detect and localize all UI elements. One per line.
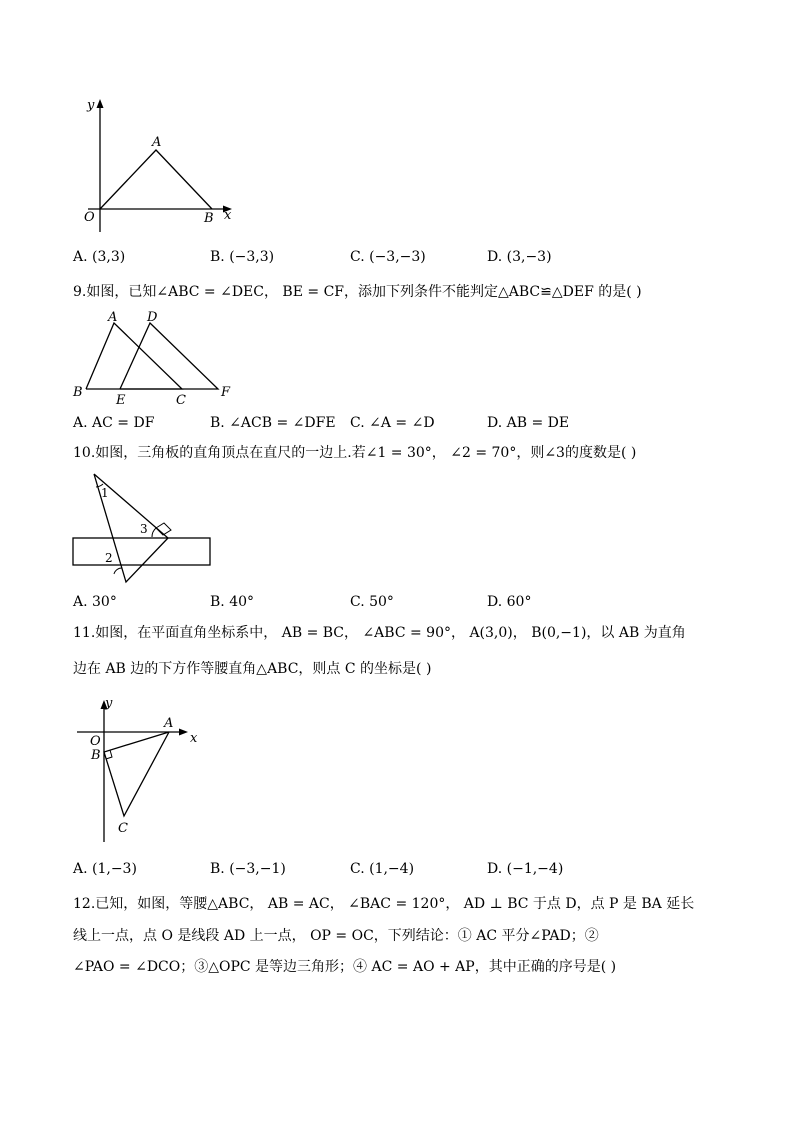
q10-question-text: 10.如图，三角板的直角顶点在直尺的一边上.若∠1 = 30°， ∠2 = 70°，则∠3的度数是( )	[73, 445, 637, 461]
q9-fig-e-label: E	[116, 393, 126, 408]
q8-coordinate-figure	[78, 95, 248, 235]
q10-angle-3-label: 3	[140, 522, 148, 536]
q9-option-c[interactable]: C. ∠A = ∠D	[350, 415, 435, 431]
q10-option-a[interactable]: A. 30°	[73, 594, 117, 610]
q11-fig-b-label: B	[91, 748, 101, 763]
q11-option-d[interactable]: D. (−1,−4)	[487, 861, 564, 877]
fig8-x-label: x	[224, 208, 232, 223]
q9-fig-f-label: F	[221, 385, 231, 400]
q11-coordinate-figure	[72, 694, 212, 844]
q11-fig-y-label: y	[105, 696, 113, 711]
q11-fig-c-label: C	[118, 821, 128, 836]
q9-option-a[interactable]: A. AC = DF	[73, 415, 155, 431]
q12-question-line-1: 12.已知，如图，等腰△ABC， AB = AC， ∠BAC = 120°， AD ⊥ BC 于点 D，点 P 是 BA 延长	[73, 896, 695, 912]
q12-question-line-2: 线上一点，点 O 是线段 AD 上一点， OP = OC，下列结论：① AC 平分∠PAD；②	[73, 928, 599, 944]
q10-angle-1-label: 1	[101, 486, 109, 500]
q9-fig-a-label: A	[108, 310, 118, 325]
q9-fig-d-label: D	[147, 310, 158, 325]
q10-option-c[interactable]: C. 50°	[350, 594, 394, 610]
fig8-a-label: A	[152, 135, 162, 150]
q12-question-line-3: ∠PAO = ∠DCO；③△OPC 是等边三角形；④ AC = AO + AP，其中正确的序号是( )	[73, 959, 617, 975]
q8-option-a[interactable]: A. (3,3)	[73, 249, 126, 265]
q8-option-d[interactable]: D. (3,−3)	[487, 249, 552, 265]
q11-question-line-2: 边在 AB 边的下方作等腰直角△ABC，则点 C 的坐标是( )	[73, 661, 432, 677]
q9-triangles-figure	[70, 308, 240, 408]
q10-ruler-triangle-figure	[70, 470, 220, 585]
q11-question-line-1: 11.如图，在平面直角坐标系中， AB = BC， ∠ABC = 90°， A(3,0)， B(0,−1)，以 AB 为直角	[73, 625, 686, 641]
q11-fig-o-label: O	[90, 734, 101, 749]
q9-fig-c-label: C	[176, 393, 186, 408]
q9-option-d[interactable]: D. AB = DE	[487, 415, 570, 431]
q11-option-a[interactable]: A. (1,−3)	[73, 861, 137, 877]
fig8-y-label: y	[87, 98, 95, 113]
q9-question-text: 9.如图，已知∠ABC = ∠DEC， BE = CF，添加下列条件不能判定△ABC≌△DEF 的是( )	[73, 284, 642, 300]
q9-option-b[interactable]: B. ∠ACB = ∠DFE	[210, 415, 336, 431]
q10-option-d[interactable]: D. 60°	[487, 594, 532, 610]
q11-fig-a-label: A	[164, 716, 174, 731]
fig8-o-label: O	[84, 210, 95, 225]
fig8-b-label: B	[204, 211, 214, 226]
q10-angle-2-label: 2	[105, 551, 113, 565]
q8-option-c[interactable]: C. (−3,−3)	[350, 249, 426, 265]
q11-fig-x-label: x	[190, 731, 198, 746]
q10-option-b[interactable]: B. 40°	[210, 594, 255, 610]
q8-option-b[interactable]: B. (−3,3)	[210, 249, 275, 265]
q11-option-c[interactable]: C. (1,−4)	[350, 861, 415, 877]
q11-option-b[interactable]: B. (−3,−1)	[210, 861, 286, 877]
q9-fig-b-label: B	[73, 385, 83, 400]
